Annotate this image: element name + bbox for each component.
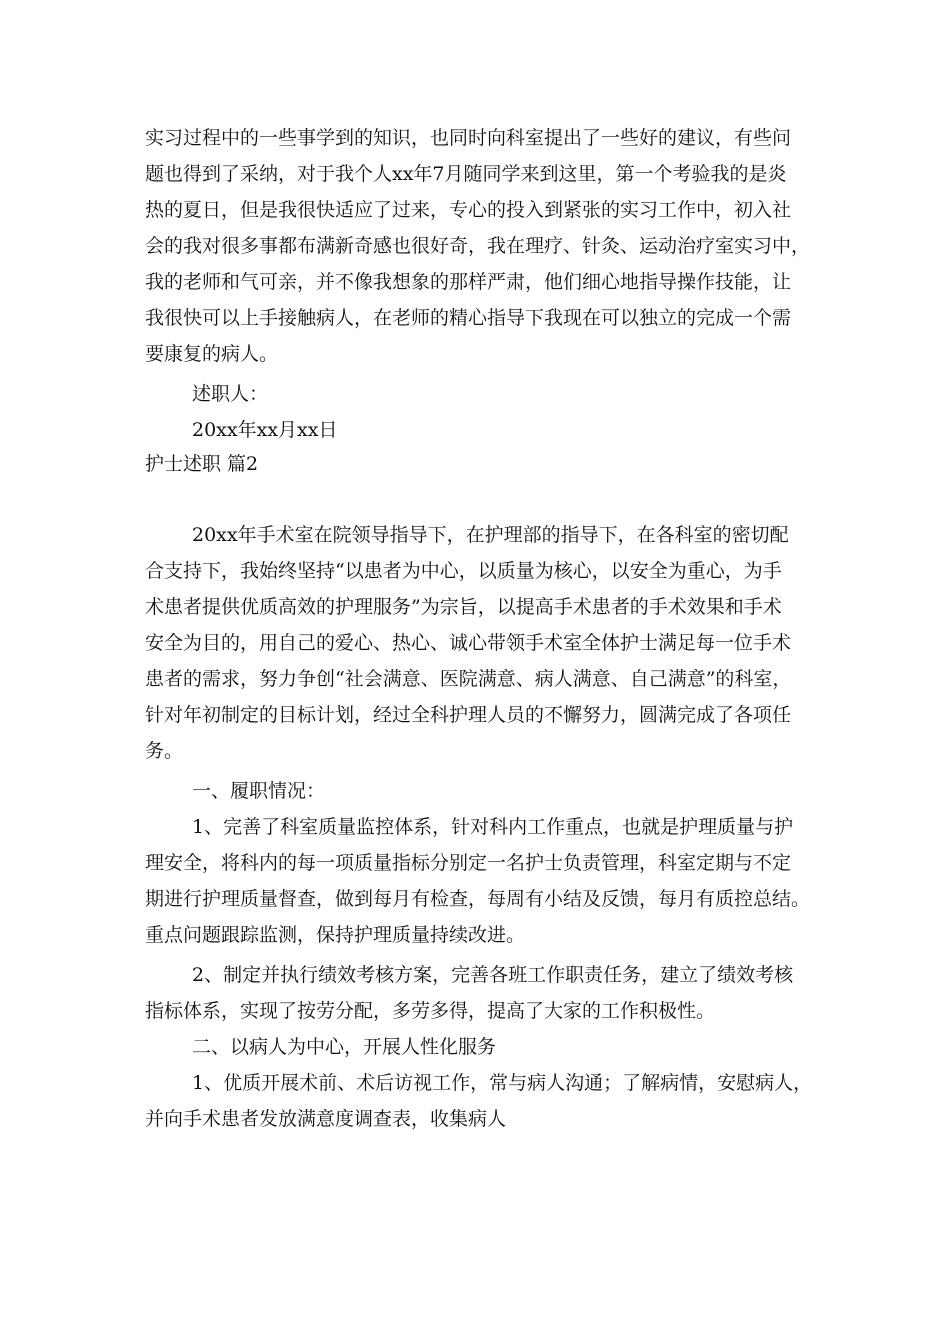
text-line: 一、履职情况： [192, 780, 326, 802]
text-line: 会的我对很多事都布满新奇感也很好奇，我在理疗、针灸、运动治疗室实习中， [145, 235, 811, 257]
text-line: 二、以病人为中心，开展人性化服务 [192, 1036, 497, 1058]
text-line: 重点问题跟踪监测，保持护理质量持续改进。 [145, 924, 526, 946]
text-line: 1、优质开展术前、术后访视工作，常与病人沟通；了解病情，安慰病人， [192, 1072, 813, 1094]
text-line: 患者的需求，努力争创“社会满意、医院满意、病人满意、自己满意”的科室， [145, 668, 792, 690]
text-line: 实习过程中的一些事学到的知识，也同时向科室提出了一些好的建议，有些问 [145, 127, 792, 149]
text-line: 题也得到了采纳，对于我个人xx年7月随同学来到这里，第一个考验我的是炎 [145, 163, 787, 185]
signature-date: 20xx年xx月xx日 [192, 419, 338, 441]
text-line: 要康复的病人。 [145, 343, 279, 365]
text-line: 我的老师和气可亲，并不像我想象的那样严肃，他们细心地指导操作技能，让 [145, 271, 792, 293]
text-line: 理安全，将科内的每一项质量指标分别定一名护士负责管理，科室定期与不定 [145, 852, 792, 874]
text-line: 务。 [145, 740, 184, 762]
section-heading: 护士述职 篇2 [145, 453, 259, 475]
text-line: 并向手术患者发放满意度调查表，收集病人 [145, 1108, 507, 1130]
text-line: 2、制定并执行绩效考核方案，完善各班工作职责任务，建立了绩效考核 [192, 964, 794, 986]
text-line: 1、完善了科室质量监控体系，针对科内工作重点，也就是护理质量与护 [192, 816, 794, 838]
text-line: 安全为目的，用自己的爱心、热心、诚心带领手术室全体护士满足每一位手术 [145, 632, 792, 654]
signature-label: 述职人： [192, 383, 269, 405]
text-line: 术患者提供优质高效的护理服务”为宗旨，以提高手术患者的手术效果和手术 [145, 596, 782, 618]
text-line: 热的夏日，但是我很快适应了过来，专心的投入到紧张的实习工作中，初入社 [145, 199, 792, 221]
text-line: 我很快可以上手接触病人，在老师的精心指导下我现在可以独立的完成一个需 [145, 307, 792, 329]
text-line: 针对年初制定的目标计划，经过全科护理人员的不懈努力，圆满完成了各项任 [145, 704, 792, 726]
text-line: 20xx年手术室在院领导指导下，在护理部的指导下，在各科室的密切配 [192, 524, 789, 546]
text-line: 指标体系，实现了按劳分配，多劳多得，提高了大家的工作积极性。 [145, 1000, 716, 1022]
text-line: 合支持下，我始终坚持“以患者为中心，以质量为核心，以安全为重心，为手 [145, 560, 782, 582]
text-line: 期进行护理质量督查，做到每月有检查，每周有小结及反馈，每月有质控总结。 [145, 888, 811, 910]
